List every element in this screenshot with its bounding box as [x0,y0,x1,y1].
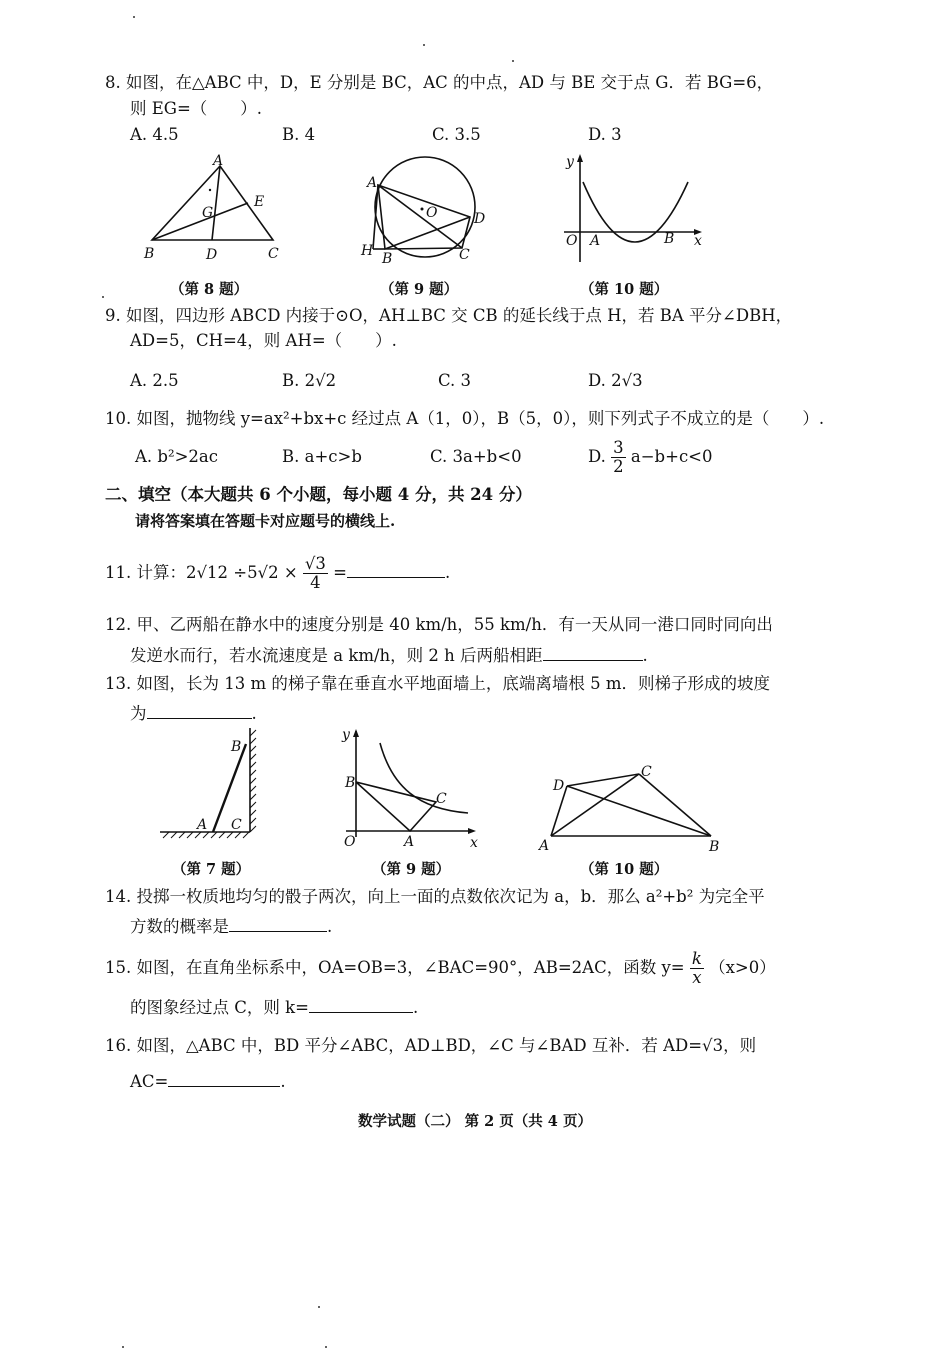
q11-numerator: √3 [304,554,326,573]
fig10-label-y: y [566,154,574,170]
fig9b-label-c: C [436,791,447,807]
scan-speck [318,1306,320,1308]
q15-line1 [105,948,776,988]
fig8-label-a: A [213,153,224,169]
fig10-label-x: x [694,233,702,249]
q9-line1: 9. 如图，四边形 ABCD 内接于⊙O，AH⊥BC 交 CB 的延长线于点 H，若 BA 平分∠DBH， [105,306,793,325]
fig9-label-d: D [474,211,486,227]
q10-option-d-denominator: 2 [613,457,624,476]
fig10b-label-b: B [709,839,720,855]
q10-option-d-numerator: 3 [613,438,624,457]
scan-speck [512,60,514,62]
fig10b-label-c: C [641,764,652,780]
scan-speck [325,1346,327,1348]
q15-end: . [412,998,419,1017]
q10-option-b: B. a+c>b [282,447,362,466]
fig9-label-c: C [459,247,470,263]
q10-line1: 10. 如图，抛物线 y=ax²+bx+c 经过点 A（1，0），B（5，0），则下列式子不成立的是（ ）. [105,409,825,428]
q14-answer-blank [229,915,327,932]
q14-line2 [130,915,332,938]
fig9-label-h: H [361,243,374,259]
scan-speck [102,296,104,298]
figure-q9-circle [358,155,498,267]
q9-option-a: A. 2.5 [130,371,179,390]
q14-end: . [327,917,333,936]
fig9-label-o: O [426,205,438,221]
figure-q10b-quadrilateral [535,762,725,855]
q13-end: . [251,704,257,723]
q8-line1: 8. 如图，在△ABC 中，D，E 分别是 BC，AC 的中点，AD 与 BE 交于点 G．若 BG=6， [105,73,774,92]
q14-line2-text: 方数的概率是 [130,917,229,936]
section2-note: 请将答案填在答题卡对应题号的横线上. [135,512,396,530]
fig9b-label-o: O [344,834,356,850]
q10-option-d-rest: a−b+c<0 [630,447,713,466]
q15-numerator: k [691,949,702,968]
q11 [105,553,450,593]
q15-line2 [130,996,418,1019]
q8-line2: 则 EG=（ ）. [130,99,263,118]
q10-option-a: A. b²>2ac [135,447,218,466]
fig9b-label-a: A [404,834,415,850]
caption-fig8: （第 8 题） [170,281,249,298]
q16-line2 [130,1070,286,1093]
q13-line2-text: 为 [130,704,147,723]
figure-q9b-hyperbola [340,725,490,850]
q16-answer-blank [168,1070,280,1087]
q16-line2-text: AC= [130,1072,169,1091]
fig9b-label-b: B [345,775,356,791]
section2-title: 二、填空（本大题共 6 个小题，每小题 4 分，共 24 分） [105,485,532,504]
caption-fig10: （第 10 题） [580,281,669,298]
q14-line1: 14. 投掷一枚质地均匀的骰子两次，向上一面的点数依次记为 a，b．那么 a²+b² 为完全平 [105,887,765,906]
q15-line2-text: 的图象经过点 C，则 k= [130,998,309,1017]
scan-speck [423,44,425,46]
caption-fig10b: （第 10 题） [580,861,669,878]
q12-line2 [130,644,648,667]
caption-fig9: （第 9 题） [380,281,459,298]
fig10b-label-d: D [553,778,565,794]
fig7-label-b: B [231,739,242,755]
figure-q7-ladder [155,722,265,840]
fig9b-label-x: x [470,835,478,851]
q9-option-b: B. 2√2 [282,371,337,390]
q12-answer-blank [543,644,643,661]
fig7-label-c: C [231,817,242,833]
figure-q10-parabola [560,152,710,267]
fig8-label-e: E [254,194,265,210]
q10-option-d [588,437,713,477]
page-footer: 数学试题（二） 第 2 页（共 4 页） [358,1113,592,1130]
fig8-label-d: D [206,247,218,263]
q15-suffix: （x>0） [709,958,776,977]
caption-fig7: （第 7 题） [172,861,251,878]
q11-equals: = [333,563,347,582]
q11-denominator: 4 [310,573,321,592]
scan-speck [122,1346,124,1348]
fig10b-label-a: A [539,838,550,854]
q16-line1: 16. 如图，△ABC 中，BD 平分∠ABC，AD⊥BD，∠C 与∠BAD 互补．若 AD=√3，则 [105,1036,757,1055]
q12-end: . [642,646,648,665]
figure-q8-triangle [140,150,300,265]
q12-line1: 12. 甲、乙两船在静水中的速度分别是 40 km/h，55 km/h．有一天从同一港口同时同向出 [105,615,773,634]
q11-end: . [445,563,451,582]
q15-answer-blank [309,996,413,1013]
q11-answer-blank [347,561,445,578]
q12-line2-text: 发逆水而行，若水流速度是 a km/h，则 2 h 后两船相距 [130,646,543,665]
q10-option-d-fraction [611,439,626,476]
fig9b-label-y: y [342,727,350,743]
q9-option-d: D. 2√3 [588,371,643,390]
q9-option-c: C. 3 [438,371,472,390]
q11-fraction [303,555,328,592]
fig9-label-b: B [382,251,393,267]
q8-option-c: C. 3.5 [432,125,481,144]
fig8-label-c: C [268,246,279,262]
q10-option-d-letter: D. [588,447,606,466]
q13-line1: 13. 如图，长为 13 m 的梯子靠在垂直水平地面墙上，底端离墙根 5 m．则梯子形成的坡度 [105,674,770,693]
q16-end: . [280,1072,286,1091]
q8-option-d: D. 3 [588,125,622,144]
fig8-label-b: B [144,246,155,262]
q9-line2: AD=5，CH=4，则 AH=（ ）. [130,331,397,350]
q8-option-a: A. 4.5 [130,125,179,144]
fig7-label-a: A [197,817,208,833]
q15-fraction [690,950,704,987]
q8-option-b: B. 4 [282,125,316,144]
fig8-label-g: G [202,205,214,221]
fig10-label-a: A [590,233,601,249]
q10-option-c: C. 3a+b<0 [430,447,522,466]
q13-answer-blank [147,702,252,719]
q11-prefix: 11. 计算：2√12 ÷5√2 × [105,563,298,582]
fig9-label-a: A [367,175,378,191]
scan-speck [133,16,135,18]
caption-fig9b: （第 9 题） [372,861,451,878]
q15-denominator: x [692,968,702,987]
q15-prefix: 15. 如图，在直角坐标系中，OA=OB=3，∠BAC=90°，AB=2AC，函数 y= [105,958,685,977]
fig10-label-o: O [566,233,578,249]
fig10-label-b: B [664,231,675,247]
